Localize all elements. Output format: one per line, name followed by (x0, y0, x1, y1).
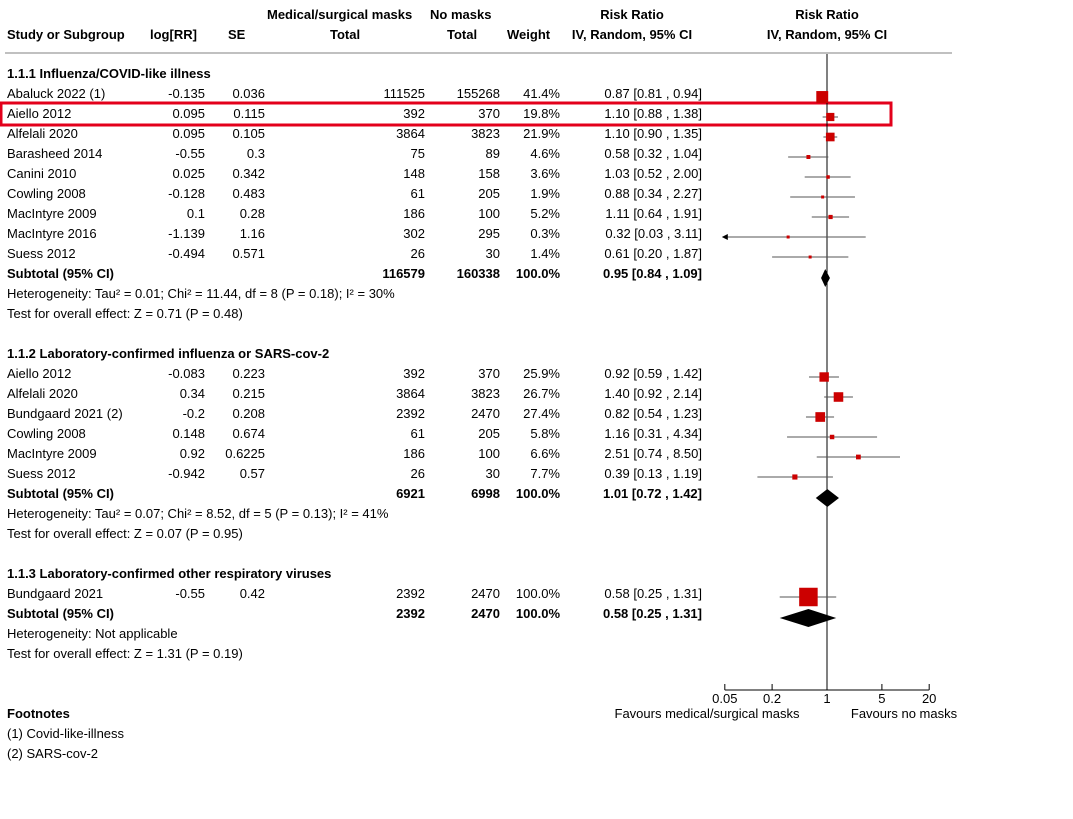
study-logrr: 0.095 (172, 106, 205, 121)
study-weight: 19.8% (523, 106, 560, 121)
study-name: Cowling 2008 (7, 186, 86, 201)
study-weight: 3.6% (530, 166, 560, 181)
ci-arrow-left (722, 234, 728, 240)
study-masks-total: 392 (403, 106, 425, 121)
study-ci: 2.51 [0.74 , 8.50] (604, 446, 702, 461)
study-name: Alfelali 2020 (7, 386, 78, 401)
header-weight: Weight (507, 27, 551, 42)
study-nomasks-total: 295 (478, 226, 500, 241)
study-logrr: -0.128 (168, 186, 205, 201)
study-nomasks-total: 100 (478, 206, 500, 221)
header-plot-method: IV, Random, 95% CI (766, 27, 888, 42)
study-logrr: -1.139 (168, 226, 205, 241)
study-name: Cowling 2008 (7, 426, 86, 441)
point-estimate (809, 256, 812, 259)
study-logrr: 0.095 (172, 126, 205, 141)
study-ci: 0.58 [0.25 , 1.31] (604, 586, 702, 601)
study-name: MacIntyre 2009 (7, 446, 97, 461)
study-masks-total: 111525 (383, 86, 425, 101)
study-se: 0.28 (239, 206, 265, 221)
study-se: 0.6225 (225, 446, 265, 461)
subtotal-label: Subtotal (95% CI) (7, 266, 114, 281)
highlight-box (1, 103, 891, 125)
study-ci: 0.61 [0.20 , 1.87] (604, 246, 702, 261)
subtotal-weight: 100.0% (515, 486, 560, 501)
study-nomasks-total: 100 (478, 446, 500, 461)
subtotal-nomasks-total: 2470 (471, 606, 500, 621)
study-ci: 1.11 [0.64 , 1.91] (605, 206, 702, 221)
point-estimate (819, 372, 828, 381)
study-weight: 26.7% (523, 386, 560, 401)
study-se: 1.16 (239, 226, 265, 241)
study-masks-total: 392 (403, 366, 425, 381)
header-plot-top: Risk Ratio (795, 7, 859, 22)
study-name: Abaluck 2022 (1) (7, 86, 106, 101)
study-logrr: -0.942 (168, 466, 205, 481)
study-name: Aiello 2012 (7, 366, 72, 381)
study-weight: 27.4% (523, 406, 560, 421)
study-se: 0.483 (232, 186, 265, 201)
study-se: 0.223 (232, 366, 265, 381)
header-rr-method: IV, Random, 95% CI (571, 27, 693, 42)
header-se: SE (228, 27, 246, 42)
subtotal-masks-total: 2392 (396, 606, 425, 621)
study-nomasks-total: 155268 (456, 86, 500, 101)
header-rr-top: Risk Ratio (600, 7, 664, 22)
table-rows (1, 66, 891, 661)
header-logrr: log[RR] (150, 27, 197, 42)
axis-tick-label: 0.05 (712, 691, 738, 706)
study-name: Bundgaard 2021 (2) (7, 406, 123, 421)
study-masks-total: 61 (410, 426, 425, 441)
pooled-diamond (780, 609, 836, 627)
study-logrr: -0.494 (168, 246, 205, 261)
study-masks-total: 2392 (396, 586, 425, 601)
study-weight: 0.3% (530, 226, 560, 241)
study-weight: 4.6% (530, 146, 560, 161)
subtotal-label: Subtotal (95% CI) (7, 606, 114, 621)
study-masks-total: 3864 (396, 386, 425, 401)
study-weight: 100.0% (515, 586, 560, 601)
study-masks-total: 186 (403, 446, 425, 461)
study-weight: 21.9% (523, 126, 560, 141)
study-se: 0.57 (239, 466, 265, 481)
study-name: Bundgaard 2021 (7, 586, 104, 601)
axis-tick-label: 5 (878, 691, 886, 706)
point-estimate (826, 133, 835, 142)
favours-right-label: Favours no masks (850, 706, 958, 721)
point-estimate (792, 474, 797, 479)
study-nomasks-total: 89 (485, 146, 500, 161)
study-se: 0.3 (246, 146, 265, 161)
study-logrr: -0.2 (182, 406, 205, 421)
study-nomasks-total: 2470 (471, 406, 500, 421)
study-ci: 0.88 [0.34 , 2.27] (604, 186, 702, 201)
group-title: 1.1.2 Laboratory-confirmed influenza or SARS-cov-2 (7, 346, 330, 361)
point-estimate (834, 392, 844, 402)
point-estimate (826, 113, 834, 121)
study-weight: 1.9% (530, 186, 560, 201)
point-estimate (856, 455, 861, 460)
study-masks-total: 26 (410, 246, 425, 261)
overall-effect-text: Test for overall effect: Z = 0.07 (P = 0.95) (7, 526, 243, 541)
header-nomasks-total: Total (447, 27, 478, 42)
study-logrr: 0.148 (172, 426, 205, 441)
study-ci: 1.10 [0.88 , 1.38] (604, 106, 702, 121)
study-se: 0.42 (239, 586, 265, 601)
point-estimate (799, 588, 818, 607)
study-nomasks-total: 2470 (471, 586, 500, 601)
study-name: Suess 2012 (7, 246, 76, 261)
study-nomasks-total: 370 (478, 366, 500, 381)
study-logrr: 0.1 (186, 206, 205, 221)
axis-tick-label: 1 (823, 691, 831, 706)
study-name: Alfelali 2020 (7, 126, 78, 141)
study-se: 0.208 (232, 406, 265, 421)
point-estimate (830, 435, 834, 439)
study-logrr: 0.92 (179, 446, 205, 461)
study-nomasks-total: 30 (485, 466, 500, 481)
study-masks-total: 3864 (396, 126, 425, 141)
study-name: MacIntyre 2016 (7, 226, 97, 241)
subtotal-label: Subtotal (95% CI) (7, 486, 114, 501)
footnotes-title: Footnotes (7, 706, 70, 721)
point-estimate (821, 196, 824, 199)
study-ci: 0.87 [0.81 , 0.94] (604, 86, 702, 101)
point-estimate (806, 155, 810, 159)
subtotal-ci: 0.95 [0.84 , 1.09] (602, 266, 702, 281)
study-se: 0.215 (232, 386, 265, 401)
study-ci: 1.03 [0.52 , 2.00] (604, 166, 702, 181)
header-masks-total: Total (330, 27, 361, 42)
study-masks-total: 75 (410, 146, 425, 161)
study-nomasks-total: 30 (485, 246, 500, 261)
study-masks-total: 61 (410, 186, 425, 201)
header-masks-top: Medical/surgical masks (267, 7, 413, 22)
group-title: 1.1.3 Laboratory-confirmed other respiratory viruses (7, 566, 332, 581)
study-nomasks-total: 3823 (471, 386, 500, 401)
header-study: Study or Subgroup (7, 27, 125, 42)
study-name: Suess 2012 (7, 466, 76, 481)
study-nomasks-total: 3823 (471, 126, 500, 141)
study-weight: 5.2% (530, 206, 560, 221)
study-masks-total: 2392 (396, 406, 425, 421)
study-logrr: -0.135 (168, 86, 205, 101)
study-ci: 0.82 [0.54 , 1.23] (604, 406, 702, 421)
favours-left-label: Favours medical/surgical masks (614, 706, 800, 721)
point-estimate (787, 236, 790, 239)
study-se: 0.115 (233, 106, 265, 121)
study-logrr: -0.55 (175, 586, 205, 601)
study-nomasks-total: 205 (478, 426, 500, 441)
pooled-diamond (821, 269, 830, 287)
x-axis (712, 684, 936, 706)
point-estimate (828, 215, 832, 219)
study-ci: 1.16 [0.31 , 4.34] (604, 426, 702, 441)
study-ci: 0.32 [0.03 , 3.11] (605, 226, 702, 241)
study-weight: 6.6% (530, 446, 560, 461)
subtotal-masks-total: 116579 (382, 266, 425, 281)
study-nomasks-total: 158 (478, 166, 500, 181)
study-se: 0.571 (232, 246, 265, 261)
footnote-2: (2) SARS-cov-2 (7, 746, 99, 761)
subtotal-ci: 1.01 [0.72 , 1.42] (602, 486, 702, 501)
heterogeneity-text: Heterogeneity: Tau² = 0.01; Chi² = 11.44, df = 8 (P = 0.18); I² = 30% (7, 286, 395, 301)
study-ci: 1.10 [0.90 , 1.35] (604, 126, 702, 141)
plot-marks (722, 54, 900, 690)
overall-effect-text: Test for overall effect: Z = 0.71 (P = 0.48) (7, 306, 243, 321)
study-weight: 1.4% (530, 246, 560, 261)
heterogeneity-text: Heterogeneity: Tau² = 0.07; Chi² = 8.52, df = 5 (P = 0.13); I² = 41% (7, 506, 389, 521)
study-name: Aiello 2012 (7, 106, 72, 121)
axis-tick-label: 0.2 (763, 691, 782, 706)
footnote-1: (1) Covid-like-illness (7, 726, 125, 741)
study-logrr: 0.025 (172, 166, 205, 181)
study-masks-total: 26 (410, 466, 425, 481)
subtotal-ci: 0.58 [0.25 , 1.31] (602, 606, 702, 621)
study-name: Barasheed 2014 (7, 146, 103, 161)
heterogeneity-text: Heterogeneity: Not applicable (7, 626, 178, 641)
study-weight: 25.9% (523, 366, 560, 381)
overall-effect-text: Test for overall effect: Z = 1.31 (P = 0.19) (7, 646, 243, 661)
study-ci: 0.58 [0.32 , 1.04] (604, 146, 702, 161)
subtotal-nomasks-total: 160338 (456, 266, 500, 281)
subtotal-weight: 100.0% (515, 266, 560, 281)
point-estimate (826, 175, 830, 179)
study-weight: 5.8% (530, 426, 560, 441)
study-ci: 0.39 [0.13 , 1.19] (604, 466, 702, 481)
study-weight: 41.4% (523, 86, 560, 101)
study-weight: 7.7% (530, 466, 560, 481)
study-ci: 0.92 [0.59 , 1.42] (604, 366, 702, 381)
axis-tick-label: 20 (921, 691, 937, 706)
study-name: Canini 2010 (7, 166, 77, 181)
study-masks-total: 186 (403, 206, 425, 221)
study-masks-total: 302 (403, 226, 425, 241)
study-logrr: -0.55 (175, 146, 205, 161)
study-se: 0.036 (232, 86, 265, 101)
study-nomasks-total: 370 (478, 106, 500, 121)
header-nomasks-top: No masks (430, 7, 492, 22)
pooled-diamond (816, 489, 839, 507)
point-estimate (816, 91, 828, 103)
group-title: 1.1.1 Influenza/COVID-like illness (7, 66, 211, 81)
point-estimate (815, 412, 825, 422)
study-nomasks-total: 205 (478, 186, 500, 201)
study-masks-total: 148 (403, 166, 425, 181)
study-se: 0.105 (232, 126, 265, 141)
subtotal-weight: 100.0% (515, 606, 560, 621)
subtotal-masks-total: 6921 (396, 486, 425, 501)
study-ci: 1.40 [0.92 , 2.14] (604, 386, 702, 401)
study-logrr: 0.34 (179, 386, 205, 401)
subtotal-nomasks-total: 6998 (471, 486, 500, 501)
study-se: 0.342 (232, 166, 265, 181)
study-name: MacIntyre 2009 (7, 206, 97, 221)
study-logrr: -0.083 (168, 366, 205, 381)
study-se: 0.674 (232, 426, 265, 441)
